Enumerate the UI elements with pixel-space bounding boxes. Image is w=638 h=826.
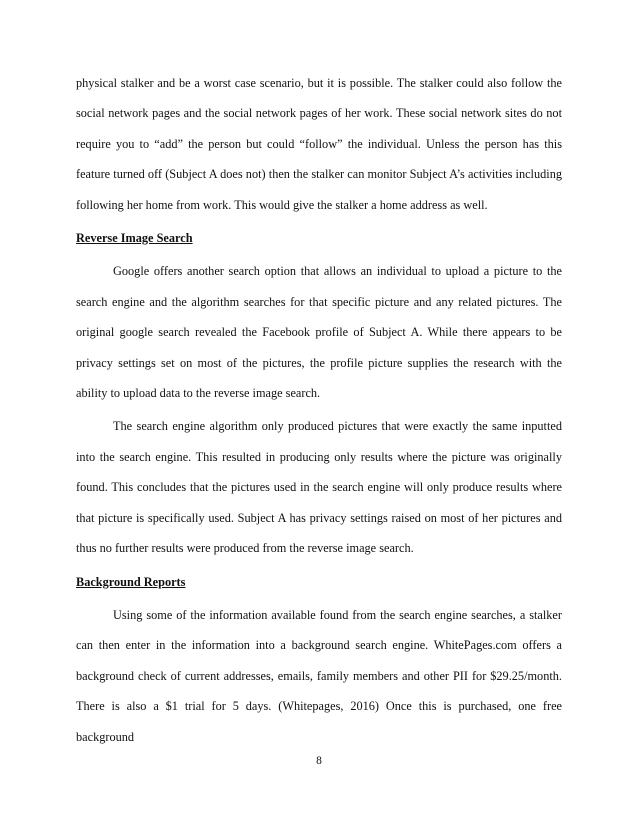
paragraph-search-engine-algorithm: The search engine algorithm only produced pictures that were exactly the same inputted into the search engine. This resulted in producing only results where the picture was originally found. This concludes that the pictures used in the search engine will only produce results where that picture is specifically used. Subject A has privacy settings raised on most of her pictures and thus no further results were produced from the reverse image search. [76, 419, 562, 556]
paragraph-background-search-engine: Using some of the information available found from the search engine searches, a stalker can then enter in the information into a background search engine. WhitePages.com offers a background check of current addresses, emails, family members and other PII for $29.25/month. There is also a $1 trial for 5 days. (Whitepages, 2016) Once this is purchased, one free background [76, 607, 562, 744]
page-number: 8 [316, 755, 322, 767]
paragraph-google-upload-picture: Google offers another search option that allows an individual to upload a picture to the search engine and the algorithm searches for that specific picture and any related pictures. The original google search revealed the Facebook profile of Subject A. While there appears to be privacy settings set on most of the pictures, the profile picture supplies the research with the ability to upload data to the reverse image search. [76, 264, 562, 401]
body-text [76, 68, 562, 752]
heading-reverse-image-search: Reverse Image Search [76, 231, 193, 246]
heading-background-reports: Background Reports [76, 574, 186, 589]
paragraph-stalker-social-networks: physical stalker and be a worst case scenario, but it is possible. The stalker could also follow the social network pages and the social network pages of her work. These social network sites do not require you to “add” the person but could “follow” the individual. Unless the person has this feature turned off (Subject A does not) then the stalker can monitor Subject A’s activities including following her home from work. This would give the stalker a home address as well. [76, 76, 562, 212]
